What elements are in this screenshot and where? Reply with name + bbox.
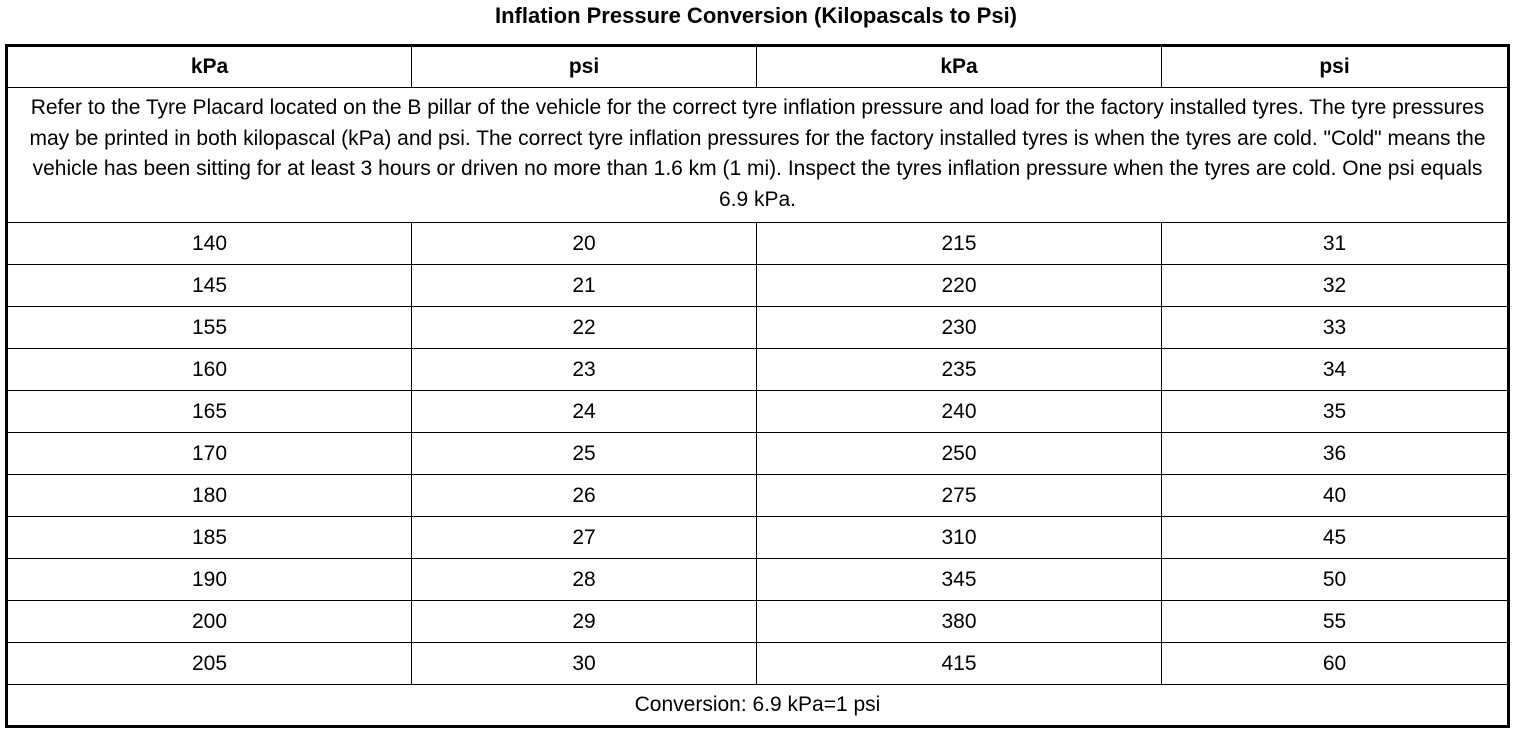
psi-cell: 29 — [412, 601, 757, 643]
kpa-cell: 155 — [7, 307, 412, 349]
psi-cell: 32 — [1162, 265, 1509, 307]
column-header-kpa: kPa — [7, 46, 412, 88]
psi-cell: 45 — [1162, 517, 1509, 559]
column-header-kpa: kPa — [757, 46, 1162, 88]
psi-cell: 28 — [412, 559, 757, 601]
psi-cell: 30 — [412, 643, 757, 685]
header-row — [7, 46, 1509, 88]
kpa-cell: 230 — [757, 307, 1162, 349]
table-row — [7, 517, 1509, 559]
conversion-footer: Conversion: 6.9 kPa=1 psi — [7, 685, 1509, 727]
note-text: Refer to the Tyre Placard located on the B pillar of the vehicle for the correct tyre inflation pressure and load for the factory installed tyres. The tyre pressures may be printed in both kilopascal (kPa) and psi. The correct tyre inflation pressures for the factory installed tyres is when the tyres are cold. "Cold" means the vehicle has been sitting for at least 3 hours or driven no more than 1.6 km (1 mi). Inspect the tyres inflation pressure when the tyres are cold. One psi equals 6.9 kPa. — [7, 88, 1509, 223]
table-row — [7, 433, 1509, 475]
table-row — [7, 265, 1509, 307]
psi-cell: 20 — [412, 223, 757, 265]
note-row — [7, 88, 1509, 223]
kpa-cell: 380 — [757, 601, 1162, 643]
table-row — [7, 475, 1509, 517]
table-row — [7, 601, 1509, 643]
column-header-psi: psi — [1162, 46, 1509, 88]
kpa-cell: 165 — [7, 391, 412, 433]
psi-cell: 50 — [1162, 559, 1509, 601]
kpa-cell: 160 — [7, 349, 412, 391]
psi-cell: 23 — [412, 349, 757, 391]
kpa-cell: 200 — [7, 601, 412, 643]
table-row — [7, 223, 1509, 265]
psi-cell: 40 — [1162, 475, 1509, 517]
psi-cell: 24 — [412, 391, 757, 433]
column-header-psi: psi — [412, 46, 757, 88]
kpa-cell: 250 — [757, 433, 1162, 475]
psi-cell: 25 — [412, 433, 757, 475]
kpa-cell: 190 — [7, 559, 412, 601]
table-row — [7, 643, 1509, 685]
psi-cell: 22 — [412, 307, 757, 349]
kpa-cell: 170 — [7, 433, 412, 475]
table-row — [7, 391, 1509, 433]
psi-cell: 36 — [1162, 433, 1509, 475]
kpa-cell: 345 — [757, 559, 1162, 601]
footer-row — [7, 685, 1509, 727]
kpa-cell: 145 — [7, 265, 412, 307]
psi-cell: 55 — [1162, 601, 1509, 643]
kpa-cell: 140 — [7, 223, 412, 265]
table-row — [7, 307, 1509, 349]
table-title: Inflation Pressure Conversion (Kilopascals to Psi) — [494, 3, 1018, 28]
psi-cell: 21 — [412, 265, 757, 307]
psi-cell: 31 — [1162, 223, 1509, 265]
table-row — [7, 559, 1509, 601]
psi-cell: 26 — [412, 475, 757, 517]
kpa-cell: 235 — [757, 349, 1162, 391]
kpa-cell: 240 — [757, 391, 1162, 433]
data-rows — [7, 223, 1509, 685]
kpa-cell: 180 — [7, 475, 412, 517]
psi-cell: 34 — [1162, 349, 1509, 391]
kpa-cell: 215 — [757, 223, 1162, 265]
psi-cell: 35 — [1162, 391, 1509, 433]
psi-cell: 60 — [1162, 643, 1509, 685]
kpa-cell: 275 — [757, 475, 1162, 517]
kpa-cell: 185 — [7, 517, 412, 559]
psi-cell: 27 — [412, 517, 757, 559]
kpa-cell: 310 — [757, 517, 1162, 559]
kpa-cell: 205 — [7, 643, 412, 685]
conversion-table — [5, 44, 1510, 728]
psi-cell: 33 — [1162, 307, 1509, 349]
kpa-cell: 220 — [757, 265, 1162, 307]
kpa-cell: 415 — [757, 643, 1162, 685]
table-row — [7, 349, 1509, 391]
